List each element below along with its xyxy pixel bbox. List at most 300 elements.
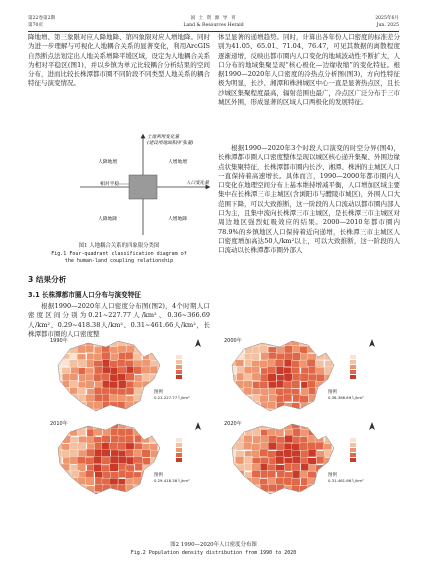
map-cell [293, 429, 302, 437]
map-cell [86, 381, 95, 389]
map-cell [54, 353, 63, 361]
map-legend-title: 图例 [154, 473, 163, 478]
map-cell [55, 381, 64, 389]
map-cell [53, 396, 62, 404]
map-cell [77, 457, 86, 465]
section-heading-3: 3 结果分析 [28, 275, 67, 284]
paragraph-left-bottom: 根据1990—2020年人口密度分布图(图2)，4个时期人口密度区间分别为0.21~227.77人/km²、0.36~366.69人/km²、0.29~418.38人/km²、0.31~461.66人/km²，长株潭都市圈的人口密度整 [28, 302, 210, 338]
map-cell [268, 374, 277, 382]
map-2010 [48, 418, 228, 498]
map-cell [93, 456, 102, 464]
journal-date [375, 16, 399, 29]
north-arrow-icon [195, 422, 201, 430]
map-cell [259, 381, 268, 389]
map-cell [62, 345, 71, 353]
map-cell [109, 381, 118, 389]
map-legend-range: 0.36-366.69人/km² [328, 395, 364, 400]
map-cell [291, 443, 300, 451]
map-cell [94, 428, 103, 436]
map-cell [86, 449, 95, 457]
map-cell [70, 485, 79, 493]
map-cell [142, 485, 151, 493]
legend-swatch [176, 355, 182, 359]
map-cell [324, 346, 333, 354]
map-cell [333, 444, 342, 452]
map-cell [284, 346, 293, 354]
map-cell [159, 435, 168, 443]
map-cell [158, 450, 167, 458]
map-cell [317, 472, 326, 480]
figure2-caption-en: Fig.2 Population density distribution from 1990 to 2020 [130, 550, 297, 556]
map-year-label: 2010年 [50, 421, 68, 427]
map-cell [141, 395, 150, 403]
map-cell [110, 456, 119, 464]
map-cell [135, 463, 144, 471]
map-cell [275, 339, 284, 347]
map-cell [118, 429, 127, 437]
map-cell [331, 374, 340, 382]
map-2020 [222, 418, 402, 498]
map-cell [315, 339, 324, 347]
map-cell [228, 381, 237, 389]
map-cell [142, 430, 151, 438]
map-cell [70, 493, 79, 498]
map-cell [158, 493, 167, 498]
map-cell [300, 443, 309, 451]
map-cell [300, 422, 309, 430]
map-cell [315, 410, 324, 415]
legend-swatch [176, 370, 182, 374]
map-cell [260, 360, 269, 368]
map-cell [293, 353, 302, 361]
map-cell [94, 401, 103, 409]
map-cell [117, 374, 126, 382]
map-cell [85, 374, 94, 382]
map-cell [102, 352, 111, 360]
map-cell [62, 409, 71, 415]
map-cell [119, 409, 128, 415]
map-cell [315, 430, 324, 438]
map-cell [275, 456, 284, 464]
map-cell [268, 484, 277, 492]
map-cell [269, 394, 278, 402]
north-arrow-icon [369, 422, 375, 430]
map-cell [110, 347, 119, 355]
map-cell [316, 479, 325, 487]
legend-swatch [176, 448, 182, 452]
map-cell [260, 442, 269, 450]
legend-swatch [176, 360, 182, 364]
map-cell [284, 374, 293, 382]
quadrant-bottom-right: 人增地降 [168, 217, 188, 222]
map-cell [291, 421, 300, 429]
map-cell [78, 410, 87, 415]
legend-swatch [350, 355, 356, 359]
map-cell [227, 491, 236, 498]
map-cell [325, 484, 334, 492]
legend-swatch [350, 443, 356, 447]
map-year-label: 1990年 [50, 338, 68, 344]
map-cell [245, 402, 254, 410]
map-cell [244, 410, 253, 415]
map-cell [55, 345, 64, 353]
map-cell [284, 409, 293, 415]
map-cell [307, 491, 316, 498]
map-cell [228, 478, 237, 486]
figure1-caption-cn: 图1 人地耦合关系的四象限分类图 [78, 243, 160, 249]
map-cell [244, 493, 253, 498]
paragraph-left-top: 降地增、第三象限对应人降地降、第四象限对应人增地降。同时为进一步理解与可视化人地耦合关系的显著变化，利用ArcGIS自然断点法划定出人地关系增降平缓区域，设定为人地耦合关系为相对平稳区(图1)，并以乡镇为单元比较耦合分析结果的空间分布，进而比较长株潭都市圈不同阶段不同类型人地关系的耦合特征与演变情况。 [28, 33, 210, 88]
map-cell [134, 456, 143, 464]
map-cell [284, 381, 293, 389]
map-cell [325, 437, 334, 445]
map-cell [157, 429, 166, 437]
map-cell [158, 485, 167, 493]
map-cell [102, 409, 111, 415]
map-cell [292, 470, 301, 478]
map-cell [308, 339, 317, 347]
map-cell [333, 410, 342, 415]
map-cell [158, 339, 167, 347]
map-cell [150, 485, 159, 493]
map-cell [331, 402, 340, 410]
map-cell [308, 366, 317, 374]
map-cell [315, 402, 324, 410]
map-cell [125, 410, 134, 415]
map-cell [142, 493, 151, 498]
map-cell [244, 423, 253, 431]
map-cell [135, 492, 144, 498]
stable-zone [129, 175, 157, 199]
map-cell [235, 485, 244, 493]
map-cell [119, 492, 128, 498]
map-cell [125, 352, 134, 360]
journal-name-en: Land & Resources Herald [183, 22, 244, 28]
map-cell [69, 449, 78, 457]
map-panel-2020 [222, 418, 402, 498]
map-cell [285, 435, 294, 443]
map-legend-title: 图例 [328, 473, 337, 478]
map-cell [78, 450, 87, 458]
map-cell [102, 457, 111, 465]
map-cell [55, 429, 64, 437]
legend-swatch [176, 443, 182, 447]
map-cell [253, 492, 262, 498]
map-cell [117, 402, 126, 410]
map-cell [126, 457, 135, 465]
map-cell [333, 486, 342, 494]
map-cell [70, 410, 79, 415]
map-cell [285, 492, 294, 498]
map-cell [276, 367, 285, 375]
map-cell [316, 367, 325, 375]
map-cell [78, 491, 87, 498]
map-cell [111, 491, 120, 498]
map-cell [269, 493, 278, 498]
map-cell [71, 470, 80, 478]
map-cell [316, 347, 325, 355]
map-cell [253, 408, 262, 415]
legend-swatch [350, 448, 356, 452]
map-cell [142, 366, 151, 374]
map-cell [134, 409, 143, 415]
map-cell [151, 402, 160, 410]
journal-title [0, 16, 427, 29]
map-cell [110, 464, 119, 472]
x-axis-label: 人口变化量 [186, 181, 209, 186]
map-cell [157, 457, 166, 465]
map-cell [109, 395, 118, 403]
map-cell [85, 345, 94, 353]
map-year-label: 2020年 [224, 421, 242, 427]
map-cell [71, 339, 80, 347]
map-cell [308, 422, 317, 430]
paragraph-right-top: 体呈显著的递增趋势。同时，计算出各年份人口密度的标准差分别为41.05、65.01、71.04、76.47，可见其数据的离散程度逐渐递增，反映出都市圈内人口变化的地域波动性不断扩大，人口分布的地域集聚呈现“核心极化—边缘收缩”的变化特征。根据1990—2020年人口密度的冷热点分析图(图3)，方向性特征极为明显，长沙、湘潭和株洲城区中心一直是显著热点区，且长沙城区集聚程度最高，辐射范围也最广，冷点区广泛分布于三市城区外围，形成显著的区域人口两极化的发展特征。 [218, 33, 400, 107]
map-cell [332, 340, 341, 348]
map-cell [323, 464, 332, 472]
map-cell [102, 449, 111, 457]
map-cell [125, 402, 134, 410]
map-cell [70, 422, 79, 430]
map-cell [110, 408, 119, 415]
section-heading-3-1: 3.1 长株潭都市圈人口分布与演变特征 [28, 291, 141, 299]
map-cell [300, 409, 309, 415]
map-cell [307, 359, 316, 367]
legend-swatch [176, 438, 182, 442]
map-cell [94, 394, 103, 402]
map-1990 [48, 335, 228, 415]
legend-swatch [176, 365, 182, 369]
map-cell [157, 374, 166, 382]
quadrant-bottom-left: 人降地降 [98, 217, 118, 222]
map-cell [277, 443, 286, 451]
map-cell [133, 449, 142, 457]
map-cell [317, 492, 326, 498]
map-legend-range: 0.29-418.38人/km² [154, 478, 190, 483]
map-cell [78, 360, 87, 368]
legend-swatch [350, 370, 356, 374]
map-cell [101, 465, 110, 473]
map-cell [54, 374, 63, 382]
map-cell [245, 395, 254, 403]
map-cell [159, 360, 168, 368]
map-cell [251, 366, 260, 374]
map-cell [300, 450, 309, 458]
volume-issue: 第22卷第2期 [28, 16, 56, 21]
map-cell [316, 456, 325, 464]
map-cell [142, 450, 151, 458]
map-cell [324, 401, 333, 409]
map-cell [236, 402, 245, 410]
legend-swatch [350, 375, 356, 379]
map-2000 [222, 335, 402, 415]
map-cell [300, 471, 309, 479]
map-cell [78, 394, 87, 402]
header-rule [28, 31, 399, 32]
map-cell [54, 493, 63, 498]
map-cell [54, 403, 63, 411]
map-cell [244, 374, 253, 382]
map-cell [291, 360, 300, 368]
map-legend-range: 0.21-227.77人/km² [154, 395, 190, 400]
map-cell [267, 359, 276, 367]
map-cell [275, 421, 284, 429]
map-cell [235, 389, 244, 397]
map-cell [111, 436, 120, 444]
map-cell [237, 366, 246, 374]
map-cell [53, 484, 62, 492]
stable-zone-label: 相对平稳 [100, 182, 120, 187]
map-cell [308, 374, 317, 382]
map-panel-2000 [222, 335, 402, 415]
map-cell [236, 409, 245, 415]
map-cell [118, 395, 127, 403]
figure1-quadrant-diagram [72, 130, 214, 240]
map-cell [86, 395, 95, 403]
map-cell [333, 435, 342, 443]
map-cell [324, 492, 333, 498]
map-cell [151, 451, 160, 459]
map-cell [244, 484, 253, 492]
map-cell [150, 338, 159, 346]
map-cell [69, 380, 78, 388]
map-cell [61, 359, 70, 367]
map-cell [323, 408, 332, 415]
map-township-cells [53, 421, 167, 498]
map-cell [118, 381, 127, 389]
map-cell [143, 347, 152, 355]
map-cell [267, 401, 276, 409]
map-cell [309, 408, 318, 415]
map-cell [293, 410, 302, 415]
map-cell [300, 374, 309, 382]
map-cell [158, 346, 167, 354]
map-cell [158, 408, 167, 415]
map-cell [61, 450, 70, 458]
map-cell [252, 470, 261, 478]
map-cell [332, 492, 341, 498]
map-cell [227, 450, 236, 458]
map-year-label: 2000年 [224, 338, 242, 344]
map-cell [125, 436, 134, 444]
map-cell [235, 443, 244, 451]
map-cell [228, 429, 237, 437]
map-cell [333, 353, 342, 361]
map-cell [103, 485, 112, 493]
map-cell [228, 470, 237, 478]
map-cell [95, 484, 104, 492]
map-cell [78, 402, 87, 410]
map-panel-2010 [48, 418, 228, 498]
y-axis-label-2: (建设用地面积/扩张量) [147, 141, 194, 146]
map-cell [331, 381, 340, 389]
map-cell [229, 395, 238, 403]
map-cell [102, 338, 111, 346]
map-cell [292, 456, 301, 464]
map-cell [151, 429, 160, 437]
map-cell [323, 423, 332, 431]
map-cell [127, 492, 136, 498]
map-cell [54, 479, 63, 487]
map-cell [149, 464, 158, 472]
map-cell [308, 449, 317, 457]
map-cell [151, 422, 160, 430]
map-township-cells [227, 421, 342, 498]
map-cell [150, 346, 159, 354]
date-cn: 2025年6月 [375, 16, 399, 21]
map-cell [267, 471, 276, 479]
map-cell [316, 421, 325, 429]
map-cell [77, 345, 86, 353]
map-cell [126, 449, 135, 457]
map-cell [244, 456, 253, 464]
map-cell [134, 338, 143, 346]
map-cell [244, 435, 253, 443]
map-cell [54, 436, 63, 444]
map-cell [300, 396, 309, 404]
map-cell [117, 442, 126, 450]
date-en: Jun. 2025 [376, 22, 399, 28]
legend-swatch [176, 453, 182, 457]
map-cell [70, 442, 79, 450]
map-cell [55, 388, 64, 396]
map-cell [316, 486, 325, 494]
map-cell [149, 409, 158, 415]
legend-swatch [350, 360, 356, 364]
map-cell [150, 492, 159, 498]
map-township-cells [227, 338, 341, 415]
map-cell [332, 422, 341, 430]
map-legend-title: 图例 [154, 390, 163, 395]
map-cell [236, 478, 245, 486]
map-cell [236, 346, 245, 354]
map-cell [118, 367, 127, 375]
map-cell [110, 421, 119, 429]
map-cell [292, 463, 301, 471]
map-cell [324, 429, 333, 437]
map-cell [316, 374, 325, 382]
map-cell [260, 449, 269, 457]
map-cell [133, 485, 142, 493]
map-cell [157, 421, 166, 429]
map-cell [142, 423, 151, 431]
map-cell [53, 456, 62, 464]
journal-name-cn: 国 土 资 源 导 刊 [190, 16, 237, 21]
map-township-cells [53, 338, 168, 415]
map-cell [291, 381, 300, 389]
map-cell [284, 450, 293, 458]
map-cell [70, 403, 79, 411]
map-cell [126, 373, 135, 381]
legend-swatch [176, 458, 182, 462]
map-cell [158, 463, 167, 471]
map-cell [235, 492, 244, 498]
map-cell [299, 360, 308, 368]
north-arrow-icon [369, 339, 375, 347]
map-cell [126, 345, 135, 353]
map-cell [316, 442, 325, 450]
map-cell [229, 387, 238, 395]
map-cell [62, 402, 71, 410]
map-cell [275, 408, 284, 415]
map-cell [293, 492, 302, 498]
quadrant-top-right: 人增地增 [168, 160, 188, 165]
map-cell [243, 338, 252, 346]
map-cell [228, 463, 237, 471]
map-cell [324, 339, 333, 347]
map-cell [159, 401, 168, 409]
map-cell [229, 402, 238, 410]
